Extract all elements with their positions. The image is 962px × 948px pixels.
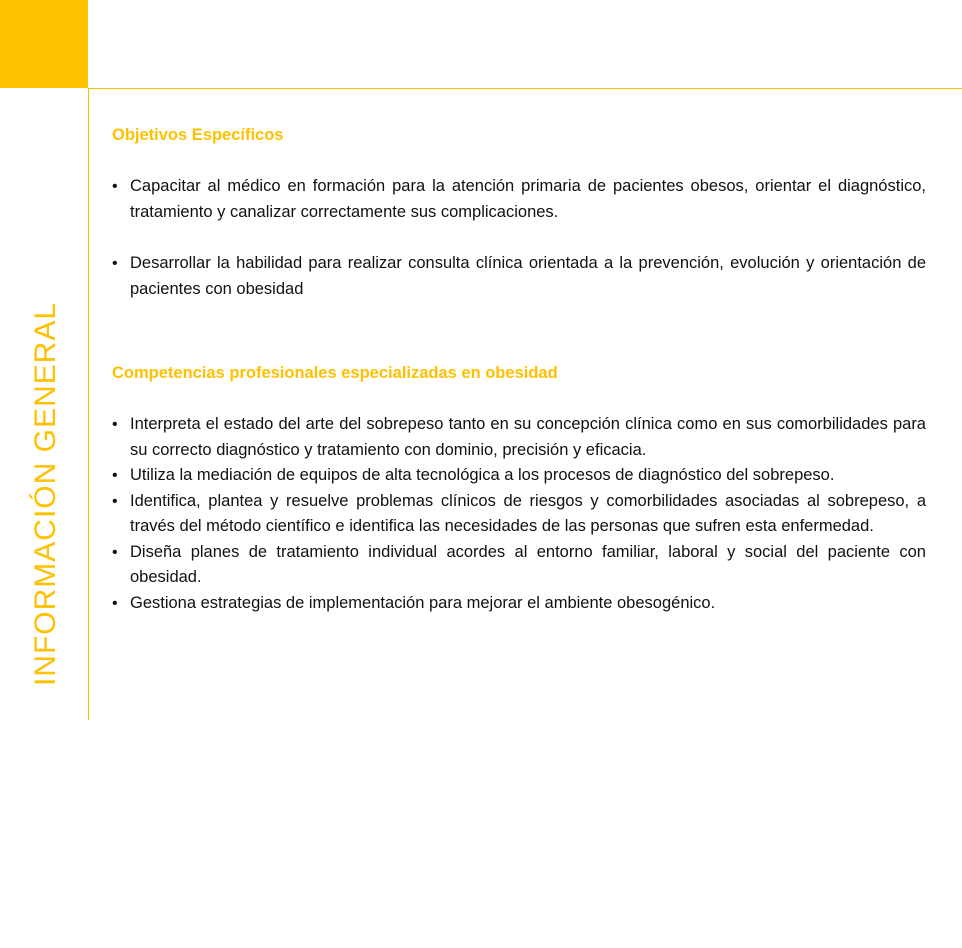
list-item: • Capacitar al médico en formación para la atención primaria de pacientes obesos, orientar el diagnóstico, tratamiento y canalizar correctamente sus complicaciones. [112,174,926,225]
list-item: • Utiliza la mediación de equipos de alta tecnológica a los procesos de diagnóstico del sobrepeso. [112,463,926,489]
list-item: • Diseña planes de tratamiento individual acordes al entorno familiar, laboral y social del paciente con obesidad. [112,540,926,591]
sidebar-title: INFORMACIÓN GENERAL [29,301,62,687]
list-item: • Gestiona estrategias de implementación para mejorar el ambiente obesogénico. [112,591,926,617]
competencias-list [112,412,926,616]
objetivos-heading: Objetivos Específicos [112,126,284,144]
side-divider-line [88,88,89,720]
top-divider-line [88,88,962,89]
corner-accent-block [0,0,88,88]
sidebar [0,88,88,720]
list-item: • Desarrollar la habilidad para realizar consulta clínica orientada a la prevención, evolución y orientación de pacientes con obesidad [112,251,926,302]
main-content [112,124,926,616]
list-item: • Identifica, plantea y resuelve problemas clínicos de riesgos y comorbilidades asociadas al sobrepeso, a través del método científico e identifica las necesidades de las personas que sufren esta enfermedad. [112,489,926,540]
list-item: • Interpreta el estado del arte del sobrepeso tanto en su concepción clínica como en sus comorbilidades para su correcto diagnóstico y tratamiento con dominio, precisión y eficacia. [112,412,926,463]
competencias-heading: Competencias profesionales especializadas en obesidad [112,364,558,382]
objetivos-list [112,174,926,302]
